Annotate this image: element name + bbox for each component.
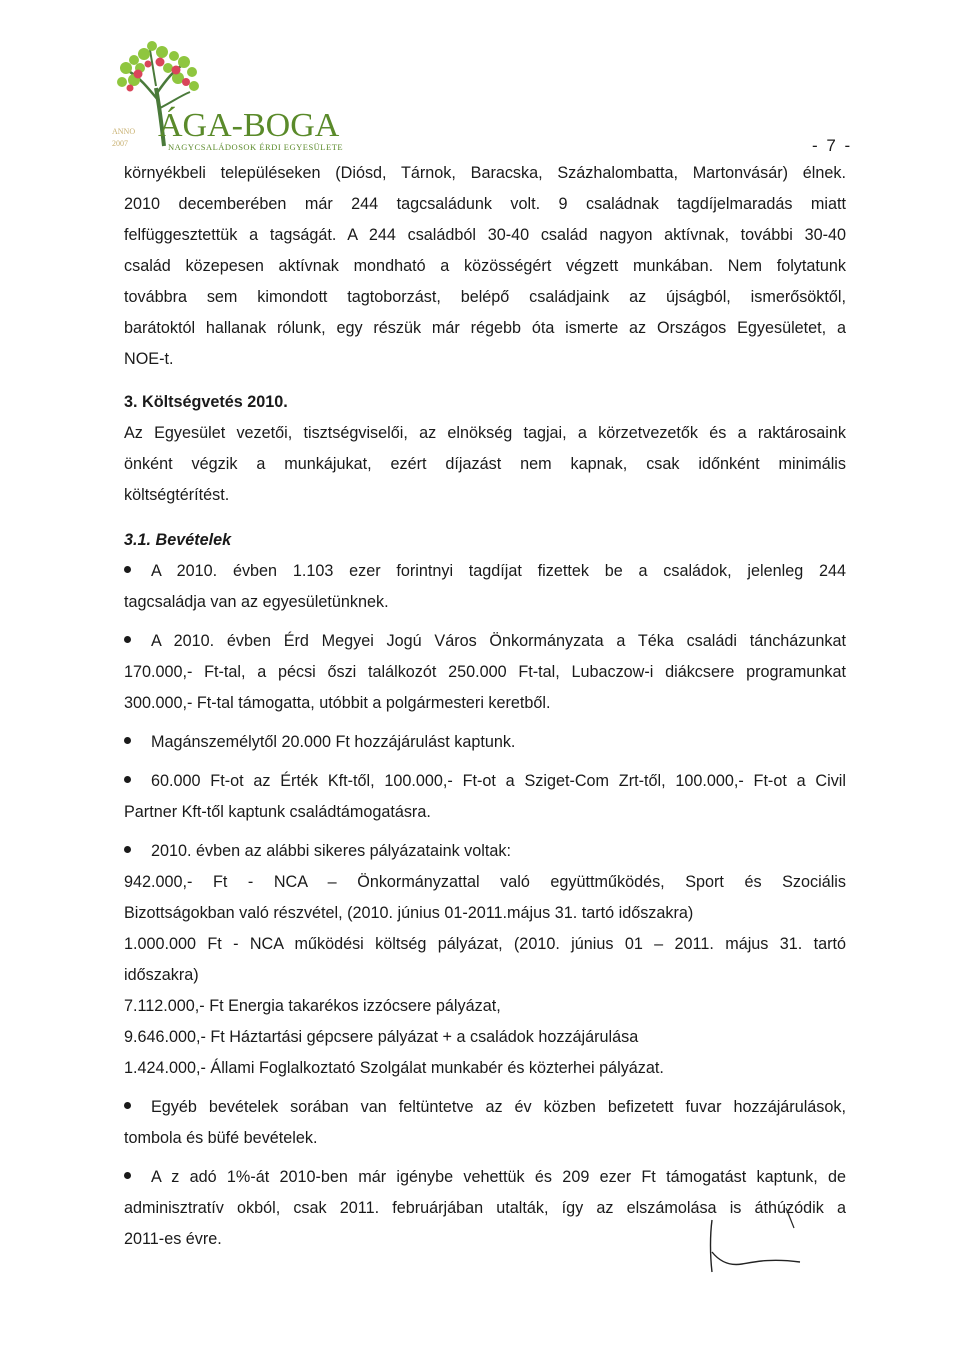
text-line: 2010. évben az alábbi sikeres pályázataink voltak:: [151, 842, 511, 860]
text-line: Partner Kft-től kaptunk családtámogatásra.: [124, 803, 431, 821]
text-line: 942.000,- Ft - NCA – Önkormányzattal való együttműködés, Sport és Szociális: [124, 873, 846, 891]
text-line: felfüggesztettük a tagságát. A 244 családból 30-40 család nagyon aktívnak, további 30-40: [124, 226, 846, 244]
list-item: [124, 556, 846, 618]
signature: [690, 1200, 810, 1280]
list-item: [124, 727, 846, 758]
text-line: 1.424.000,- Állami Foglalkoztató Szolgálat munkabér és közterhei pályázat.: [124, 1059, 664, 1077]
aga-boga-logo: [104, 38, 374, 158]
budget-paragraph: [124, 418, 846, 511]
text-line: Egyéb bevételek sorában van feltüntetve az év közben befizetett fuvar hozzájárulások,: [151, 1098, 846, 1116]
text-line: tagcsaládja van az egyesületünknek.: [124, 593, 389, 611]
list-item: [124, 626, 846, 719]
text-line: továbbra sem kimondott tagtoborzást, belépő családjaink az újságból, ismerősöktől,: [124, 288, 846, 306]
bullet-icon: [124, 1172, 131, 1179]
text-line: 300.000,- Ft-tal támogatta, utóbbit a polgármesteri keretből.: [124, 694, 551, 712]
document-body: [124, 158, 846, 1255]
text-line: 9.646.000,- Ft Háztartási gépcsere pályázat + a családok hozzájárulása: [124, 1028, 639, 1046]
text-line: A 2010. évben Érd Megyei Jogú Város Önkormányzata a Téka családi táncházunkat: [151, 632, 846, 650]
section-heading-income: 3.1. Bevételek: [124, 531, 232, 549]
text-line: A 2010. évben 1.103 ezer forintnyi tagdíjat fizettek be a családok, jelenleg 244: [151, 562, 846, 580]
bullet-icon: [124, 1102, 131, 1109]
text-line: A z adó 1%-át 2010-ben már igénybe vehettük és 209 ezer Ft támogatást kaptunk, de: [151, 1168, 846, 1186]
bullet-icon: [124, 636, 131, 643]
text-line: környékbeli településeken (Diósd, Tárnok, Baracska, Százhalombatta, Martonvásár) élnek.: [124, 164, 846, 182]
logo-anno: ANNO: [112, 127, 136, 136]
text-line: költségtérítést.: [124, 486, 230, 504]
text-line: Az Egyesület vezetői, tisztségviselői, az elnökség tagjai, a körzetvezetők és a raktárosaink: [124, 424, 846, 442]
list-item: [124, 836, 846, 1084]
bullet-icon: [124, 776, 131, 783]
bullet-icon: [124, 846, 131, 853]
text-line: 60.000 Ft-ot az Érték Kft-től, 100.000,- Ft-ot a Sziget-Com Zrt-től, 100.000,- Ft-ot a Civil: [151, 772, 846, 790]
text-line: önként végzik a munkájukat, ezért díjazást nem kapnak, csak időnként minimális: [124, 455, 846, 473]
page-number: - 7 -: [812, 136, 853, 155]
text-line: Bizottságokban való részvétel, (2010. június 01-2011.május 31. tartó időszakra): [124, 904, 694, 922]
intro-paragraph: [124, 158, 846, 375]
bullet-icon: [124, 737, 131, 744]
text-line: 7.112.000,- Ft Energia takarékos izzócsere pályázat,: [124, 997, 501, 1015]
list-item: [124, 1092, 846, 1154]
logo-subtitle: NAGYCSALÁDOSOK ÉRDI EGYESÜLETE: [168, 142, 344, 152]
text-line: 1.000.000 Ft - NCA működési költség pályázat, (2010. június 01 – 2011. május 31. tartó: [124, 935, 846, 953]
text-line: Magánszemélytől 20.000 Ft hozzájárulást kaptunk.: [151, 733, 516, 751]
logo-name: ÁGA-BOGA: [158, 107, 340, 144]
list-item: [124, 766, 846, 828]
income-bullet-list: [124, 556, 846, 1255]
bullet-icon: [124, 566, 131, 573]
text-line: barátoktól hallanak rólunk, egy részük már régebb óta ismerte az Országos Egyesületet, a: [124, 319, 846, 337]
text-line: család közepesen aktívnak mondható a közösségért végzett munkában. Nem folytatunk: [124, 257, 846, 275]
logo-year: 2007: [112, 139, 128, 148]
text-line: NOE-t.: [124, 350, 174, 368]
text-line: 2011-es évre.: [124, 1230, 222, 1248]
text-line: tombola és büfé bevételek.: [124, 1129, 318, 1147]
text-line: 2010 decemberében már 244 tagcsaládunk volt. 9 családnak tagdíjelmaradás miatt: [124, 195, 846, 213]
text-line: adminisztratív okból, csak 2011. februárjában utalták, így az elszámolása is áthúzódik a: [124, 1199, 846, 1217]
text-line: időszakra): [124, 966, 199, 984]
section-heading-budget: 3. Költségvetés 2010.: [124, 393, 288, 411]
text-line: 170.000,- Ft-tal, a pécsi őszi találkozót 250.000 Ft-tal, Lubaczow-i diákcsere programunkat: [124, 663, 846, 681]
